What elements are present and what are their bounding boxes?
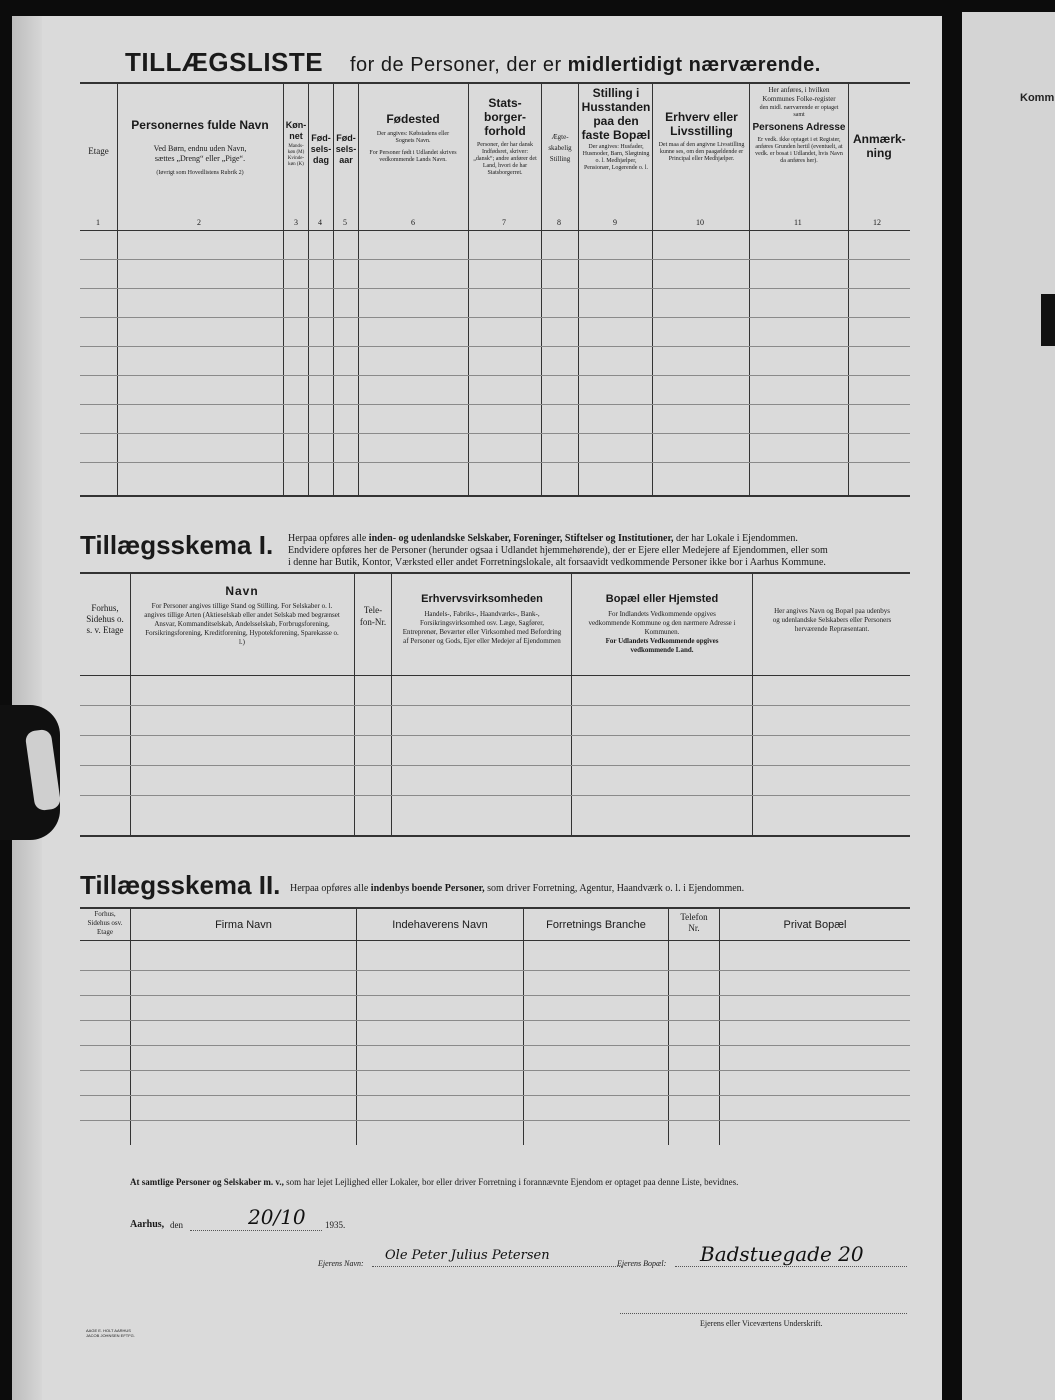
row-rule xyxy=(80,346,910,347)
skema1-description xyxy=(288,533,910,569)
skema1-title: Tillægsskema I. xyxy=(80,530,274,560)
owner-name-handwritten: Ole Peter Julius Petersen xyxy=(385,1248,550,1263)
skema2-col-branche: Forretnings Branche xyxy=(546,919,646,931)
skema1-col-repraesentant: Her angives Navn og Bopæl paa udenbys og udenlandske Selskabers eller Personers herværende Repræsentant. xyxy=(772,607,892,633)
col-divider xyxy=(130,909,131,1145)
col-number: 9 xyxy=(613,218,617,227)
col-number: 4 xyxy=(318,218,322,227)
skema2-col-bopael: Privat Bopæl xyxy=(783,919,847,931)
row-rule xyxy=(80,288,910,289)
col-aegteskab-header: Ægte-skabelig Stilling xyxy=(548,133,572,163)
col-etage-header: Etage xyxy=(88,146,109,156)
declaration-text: At samtlige Personer og Selskaber m. v., som har lejet Lejlighed eller Lokaler, bor eller driver Forretning i forannævnte Ejendom er optaget paa denne Liste, bevidnes. xyxy=(130,1177,739,1187)
row-rule xyxy=(80,462,910,463)
col-number: 3 xyxy=(294,218,298,227)
skema1-desc-line2: Endvidere opføres her de Personer (herunder ogsaa i Udlandet hjemmehørende), der er Ejere eller Medejere af Ejendommen, eller som xyxy=(288,545,828,556)
skema1-desc-line3: i denne har Butik, Kontor, Værksted eller andet Forretningslokale, alt forsaavidt vedkommende Personer ikke bor i Aarhus Kommune. xyxy=(288,557,826,568)
col-adresse-header: Her anføres, i hvilken Kommunes Folke-register den midl. nærværende er optaget samt Personens Adresse Er vedk. ikke optaget i et Register, anføres Grunden hertil (eventuelt, at vedk. er bosat i Udlandet, hvis Navn da anføres her). xyxy=(752,86,846,164)
owner-name-label: Ejerens Navn: xyxy=(318,1259,364,1268)
skema1-col-bopael: Bopæl eller Hjemsted For Indlandets Vedkommende opgives vedkommende Kommune og den nærmere Adresse i Kommunen. For Udlandets Vedkommende opgives vedkommende Land. xyxy=(588,593,736,654)
skema2-header-rule xyxy=(80,940,910,941)
row-rule xyxy=(80,1070,910,1071)
row-rule xyxy=(80,1120,910,1121)
place-label: Aarhus, xyxy=(130,1219,165,1230)
skema1-col-etage: Forhus, Sidehus o. s. v. Etage xyxy=(86,603,124,635)
col-stilling-header: Stilling i Husstanden paa den faste Bopæl Der angives: Husfader, Husmoder, Barn, Slægtning o. l. Medhjælper, Pensionær, Logerende o. l. xyxy=(581,86,651,171)
col-navn-header: Personernes fulde Navn Ved Børn, endnu uden Navn, sættes „Dreng“ eller „Pige“. (Iøvrigt som Hovedlistens Rubrik 2) xyxy=(131,118,269,176)
skema1-col-telefon: Tele-fon-Nr. xyxy=(359,605,387,627)
row-rule xyxy=(80,705,910,706)
skema2-title: Tillægsskema II. xyxy=(80,870,281,900)
col-erhverv-header: Erhverv eller Livsstilling Det maa af den angivne Livsstilling kunne ses, om den paagældende er Principal eller Medhjælper. xyxy=(658,110,745,162)
col-anmaerkning-header: Anmærk-ning xyxy=(853,132,906,160)
date-handwritten: 20/10 xyxy=(248,1205,306,1229)
row-rule xyxy=(80,259,910,260)
col-number: 6 xyxy=(411,218,415,227)
col-foedselsaar-header: Fød-sels-aar xyxy=(335,133,357,165)
facing-page-text: Komm xyxy=(1020,92,1055,104)
skema1-desc-line1: Herpaa opføres alle inden- og udenlandske Selskaber, Foreninger, Stiftelser og Institutioner, der har Lokale i Ejendommen. xyxy=(288,533,798,544)
col-statsborger-header: Stats-borger-forhold Personer, der har dansk Indfødsret, skriver: „dansk“; andre anfører det Land, hvori de har Statsborgerret. xyxy=(473,96,537,176)
skema1-header-rule xyxy=(80,675,910,676)
table-header-rule xyxy=(80,230,910,231)
row-rule xyxy=(80,1020,910,1021)
row-rule xyxy=(80,317,910,318)
list-subtitle-prefix: for de Personer, der er xyxy=(350,54,562,76)
skema1-col-navn: Navn For Personer angives tillige Stand og Stilling. For Selskaber o. l. angives tillige Arten (Aktieselskab eller andet Selskab med begrænset Ansvar, Kommanditselskab, Andelsselskab, Forbrugsforening, Forsikringsforening, Kreditforening, Hypotekforening, Sparekasse o. l.) xyxy=(144,584,340,646)
col-koen-header: Køn-net Mands-køn (M) Kvinde-køn (K) xyxy=(285,120,307,167)
col-foedselsdag-header: Fød-sels-dag xyxy=(310,133,332,165)
col-divider xyxy=(719,909,720,1145)
skema2-description: Herpaa opføres alle indenbys boende Personer, som driver Forretning, Agentur, Haandværk o. l. i Ejendommen. xyxy=(290,883,745,894)
skema1-col-erhverv: Erhvervsvirksomheden Handels-, Fabriks-, Haandværks-, Bank-, Forsikringsvirksomhed osv. Læge, Sagfører, Entreprenør, Beværter eller Virksomhed med Befordring af Personer og Gods, Ejer eller Medejer af Ejendommen xyxy=(402,593,562,645)
skema2-top-rule xyxy=(80,907,910,909)
form-page xyxy=(12,16,942,1400)
date-prefix-label: den xyxy=(170,1220,183,1230)
owner-address-handwritten: Badstuegade 20 xyxy=(700,1242,864,1266)
list-subtitle-bold: midlertidigt nærværende. xyxy=(567,54,821,76)
col-number: 2 xyxy=(197,218,201,227)
skema2-col-indehaver: Indehaverens Navn xyxy=(392,919,488,931)
row-rule xyxy=(80,404,910,405)
skema1-top-rule xyxy=(80,572,910,574)
row-rule xyxy=(80,735,910,736)
owner-name-line xyxy=(372,1266,622,1267)
col-divider xyxy=(668,909,669,1145)
col-number: 11 xyxy=(794,218,802,227)
row-rule xyxy=(80,765,910,766)
signature-line xyxy=(620,1313,907,1314)
row-rule xyxy=(80,375,910,376)
col-number: 12 xyxy=(873,218,881,227)
col-divider xyxy=(523,909,524,1145)
printer-imprint: AAGE E. HOLT AARHUS JACOB JOHNSEN EFTFG. xyxy=(86,1328,135,1338)
col-number: 8 xyxy=(557,218,561,227)
col-foedested-header: Fødested Der angives: Købstadens eller Sognets Navn. For Personer født i Udlandet skrives vedkommende Lands Navn. xyxy=(369,112,457,163)
owner-address-label: Ejerens Bopæl: xyxy=(617,1259,667,1268)
row-rule xyxy=(80,995,910,996)
table-bottom-rule xyxy=(80,495,910,497)
facing-page xyxy=(962,12,1055,1400)
date-line xyxy=(190,1230,322,1231)
year-label: 1935. xyxy=(325,1220,346,1230)
list-subtitle xyxy=(350,54,821,77)
signature-label: Ejerens eller Viceværtens Underskrift. xyxy=(700,1319,823,1328)
table-top-rule xyxy=(80,82,910,84)
row-rule xyxy=(80,433,910,434)
skema2-col-etage: Forhus, Sidehus osv. Etage xyxy=(87,910,123,936)
col-number: 10 xyxy=(696,218,704,227)
facing-page-mark xyxy=(1041,294,1055,346)
owner-address-line xyxy=(675,1266,907,1267)
col-divider xyxy=(356,909,357,1145)
row-rule xyxy=(80,970,910,971)
skema2-col-firma: Firma Navn xyxy=(215,919,272,931)
col-number: 5 xyxy=(343,218,347,227)
skema2-col-telefon: Telefon Nr. xyxy=(680,912,708,933)
row-rule xyxy=(80,1095,910,1096)
list-title: TILLÆGSLISTE xyxy=(125,47,324,77)
col-number: 7 xyxy=(502,218,506,227)
col-number: 1 xyxy=(96,218,100,227)
row-rule xyxy=(80,795,910,796)
skema1-bottom-rule xyxy=(80,835,910,837)
row-rule xyxy=(80,1045,910,1046)
